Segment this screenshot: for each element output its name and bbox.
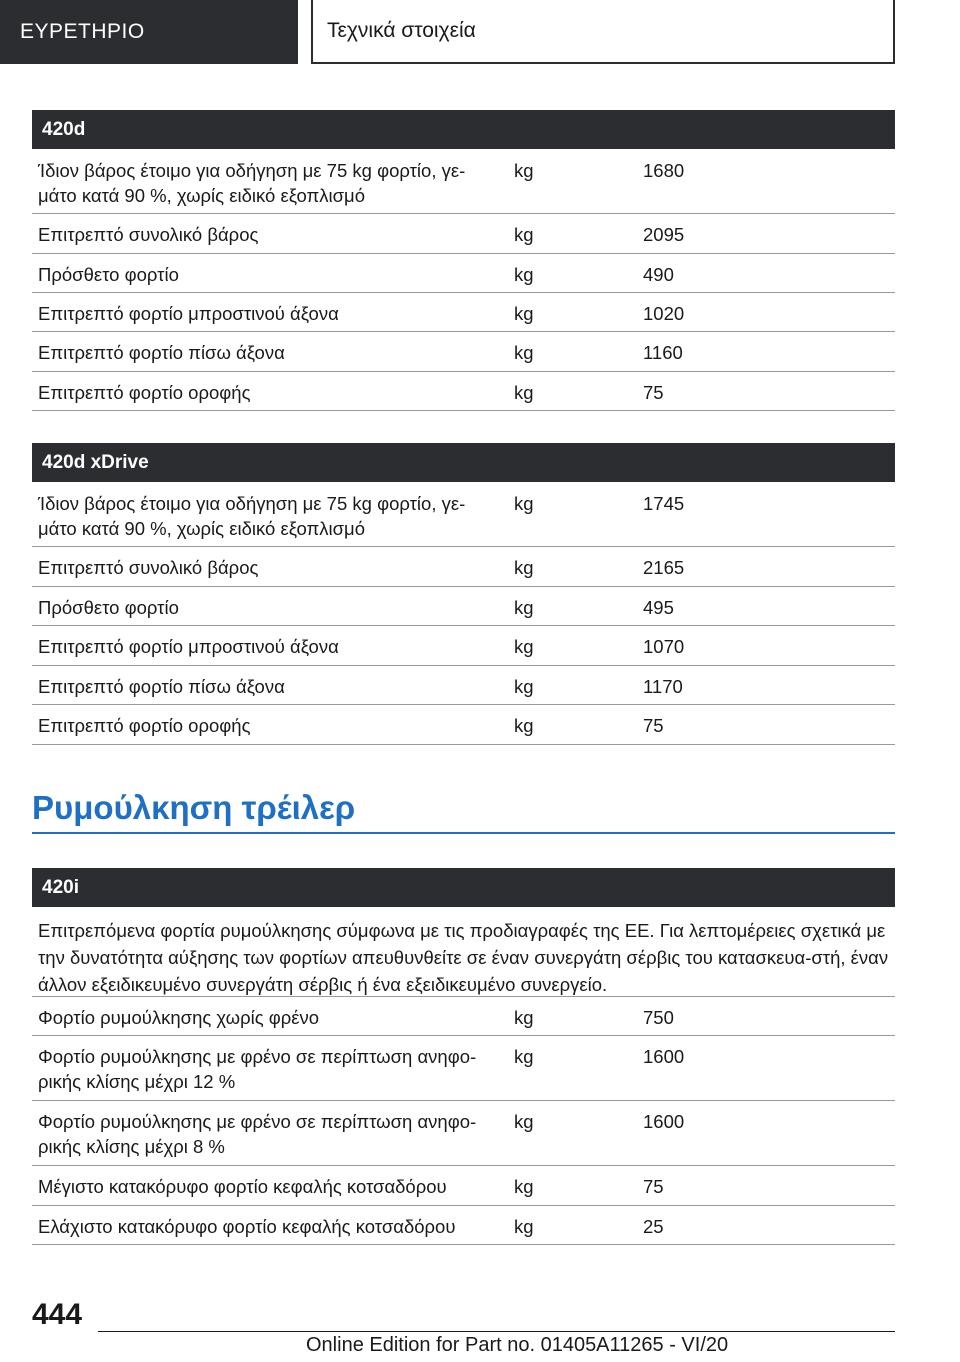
row-value: 1070 (643, 636, 685, 657)
table-row (32, 1101, 895, 1166)
row-label: Επιτρεπτό φορτίο πίσω άξονα (38, 342, 285, 363)
table-header: 420i (32, 868, 895, 907)
table-row (32, 1206, 895, 1245)
row-label: Ελάχιστο κατακόρυφο φορτίο κεφαλής κοτσαδόρου (38, 1216, 456, 1237)
page-number: 444 (32, 1298, 83, 1331)
table-row (32, 214, 895, 254)
row-value: 75 (643, 1176, 664, 1197)
row-value: 1020 (643, 303, 685, 324)
row-label: Επιτρεπτό φορτίο οροφής (38, 715, 251, 736)
table-row (32, 293, 895, 332)
row-label: Πρόσθετο φορτίο (38, 597, 179, 618)
row-label: Φορτίο ρυμούλκησης με φρένο σε περίπτωση ανηφο‐ρικής κλίσης μέχρι 12 % (38, 1046, 477, 1092)
row-value: 750 (643, 1007, 674, 1028)
row-value: 1170 (643, 676, 683, 697)
section-title: Ρυμούλκηση τρέιλερ (32, 788, 895, 834)
section-tab[interactable]: Τεχνικά στοιχεία (311, 0, 895, 64)
table-header: 420d xDrive (32, 443, 895, 482)
row-label: Πρόσθετο φορτίο (38, 264, 179, 285)
row-label: Μέγιστο κατακόρυφο φορτίο κεφαλής κοτσαδόρου (38, 1176, 447, 1197)
table-row (32, 1036, 895, 1101)
row-unit: kg (514, 1176, 534, 1197)
table-header: 420d (32, 110, 895, 149)
spec-table-420d (32, 110, 895, 411)
row-value: 1745 (643, 493, 685, 514)
row-value: 1680 (643, 160, 685, 181)
spec-table-420d-xdrive (32, 443, 895, 745)
row-value: 1600 (643, 1111, 685, 1132)
row-unit: kg (514, 264, 534, 285)
table-row (32, 626, 895, 666)
footer-edition-text: Online Edition for Part no. 01405A11265 - VI/20 (306, 1334, 729, 1356)
footer-divider (98, 1331, 895, 1332)
row-value: 75 (643, 715, 664, 736)
table-row (32, 254, 895, 293)
row-value: 75 (643, 382, 664, 403)
table-row (32, 705, 895, 745)
row-label: Φορτίο ρυμούλκησης με φρένο σε περίπτωση ανηφο‐ρικής κλίσης μέχρι 8 % (38, 1111, 477, 1157)
row-unit: kg (514, 1007, 534, 1028)
row-value: 1600 (643, 1046, 685, 1067)
row-label: Ίδιον βάρος έτοιμο για οδήγηση με 75 kg φορτίο, γε‐μάτο κατά 90 %, χωρίς ειδικό εξοπλισμό (38, 493, 466, 539)
table-row (32, 372, 895, 411)
top-navigation (0, 0, 960, 66)
table-row (32, 482, 895, 547)
row-unit: kg (514, 342, 534, 363)
row-label: Ίδιον βάρος έτοιμο για οδήγηση με 75 kg φορτίο, γε‐μάτο κατά 90 %, χωρίς ειδικό εξοπλισμό (38, 160, 466, 206)
row-label: Επιτρεπτό συνολικό βάρος (38, 224, 259, 245)
row-unit: kg (514, 1216, 534, 1237)
table-row (32, 997, 895, 1036)
row-value: 495 (643, 597, 674, 618)
row-value: 490 (643, 264, 674, 285)
row-unit: kg (514, 224, 534, 245)
row-value: 2165 (643, 557, 685, 578)
row-unit: kg (514, 636, 534, 657)
row-unit: kg (514, 597, 534, 618)
table-row (32, 587, 895, 626)
row-unit: kg (514, 715, 534, 736)
table-row (32, 1166, 895, 1206)
row-value: 1160 (643, 342, 683, 363)
row-label: Επιτρεπτό φορτίο οροφής (38, 382, 251, 403)
row-label: Φορτίο ρυμούλκησης χωρίς φρένο (38, 1007, 320, 1028)
row-unit: kg (514, 160, 534, 181)
row-label: Επιτρεπτό συνολικό βάρος (38, 557, 259, 578)
table-row (32, 332, 895, 372)
table-note: Επιτρεπόμενα φορτία ρυμούλκησης σύμφωνα με τις προδιαγραφές της ΕΕ. Για λεπτομέρειες σχετικά με την δυνατότητα αύξησης των φορτίων απευθυνθείτε σε έναν συνεργάτη σέρβις του κατασκευα‐στή, έναν άλλον εξειδικευμένο συνεργάτη σέρβις ή ένα εξειδικευμένο συνεργείο. (32, 907, 895, 997)
row-unit: kg (514, 557, 534, 578)
index-tab[interactable]: ΕΥΡΕΤΗΡΙΟ (0, 0, 298, 64)
row-label: Επιτρεπτό φορτίο πίσω άξονα (38, 676, 285, 697)
row-unit: kg (514, 676, 534, 697)
row-unit: kg (514, 303, 534, 324)
row-unit: kg (514, 1111, 534, 1132)
row-label: Επιτρεπτό φορτίο μπροστινού άξονα (38, 303, 339, 324)
row-value: 2095 (643, 224, 685, 245)
row-value: 25 (643, 1216, 664, 1237)
row-unit: kg (514, 382, 534, 403)
table-row (32, 666, 895, 705)
row-label: Επιτρεπτό φορτίο μπροστινού άξονα (38, 636, 339, 657)
table-row (32, 149, 895, 214)
row-unit: kg (514, 493, 534, 514)
table-row (32, 547, 895, 587)
spec-table-420i (32, 868, 895, 1245)
row-unit: kg (514, 1046, 534, 1067)
